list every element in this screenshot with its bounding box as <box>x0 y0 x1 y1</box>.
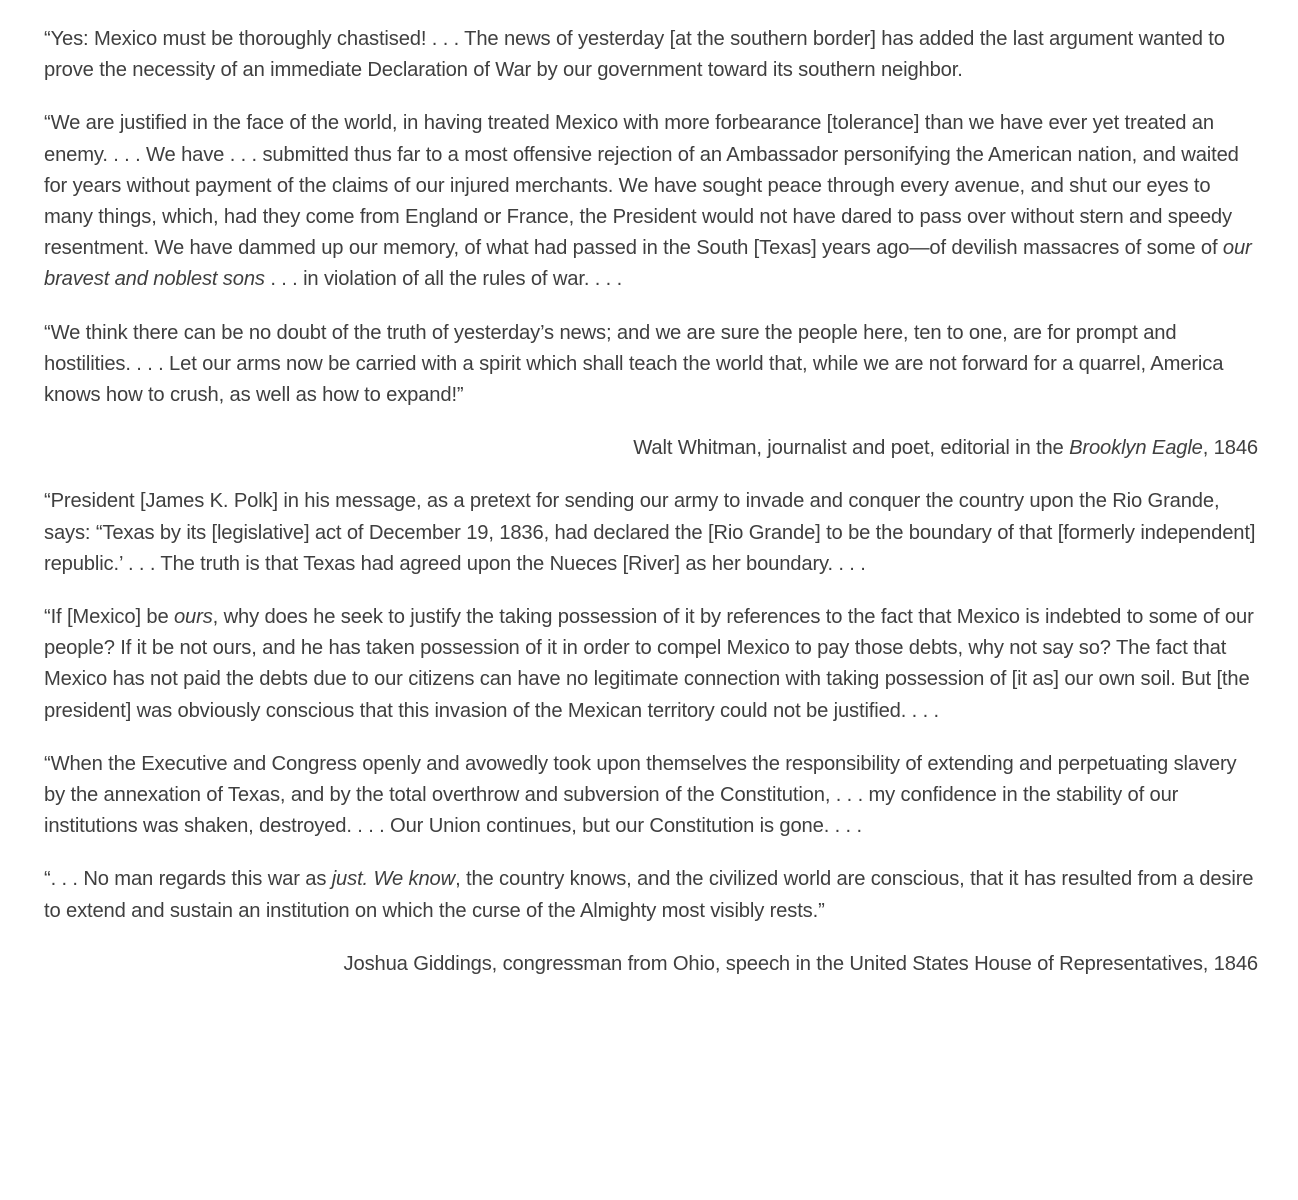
emphasis-text: just. We know <box>331 868 456 891</box>
attribution-whitman: Walt Whitman, journalist and poet, editorial in the Brooklyn Eagle, 1846 <box>633 437 1258 460</box>
source-whitman <box>44 24 1258 464</box>
attribution-giddings: Joshua Giddings, congressman from Ohio, speech in the United States House of Representatives, 1846 <box>343 952 1258 975</box>
quote-paragraph: “Yes: Mexico must be thoroughly chastised! . . . The news of yesterday [at the southern border] has added the last argument wanted to prove the necessity of an immediate Declaration of War by our government toward its southern neighbor. <box>44 28 1225 82</box>
quote-paragraph: “. . . No man regards this war as just. We know, the country knows, and the civilized world are conscious, that it has resulted from a desire to extend and sustain an institution on which the curse of the Almighty most visibly rests.” <box>44 868 1254 922</box>
quote-paragraph: “If [Mexico] be ours, why does he seek to justify the taking possession of it by references to the fact that Mexico is indebted to some of our people? If it be not ours, and he has taken possession of it in order to compel Mexico to pay those debts, why not say so? The fact that Mexico has not paid the debts due to our citizens can have no legitimate connection with taking possession of [it as] our own soil. But [the president] was obviously conscious that this invasion of the Mexican territory could not be justified. . . . <box>44 606 1254 722</box>
quote-paragraph: “We are justified in the face of the world, in having treated Mexico with more forbearance [tolerance] than we have ever yet treated an enemy. . . . We have . . . submitted thus far to a most offensive rejection of an Ambassador personifying the American nation, and waited for years without payment of the claims of our injured merchants. We have sought peace through every avenue, and shut our eyes to many things, which, had they come from England or France, the President would not have dared to pass over without stern and speedy resentment. We have dammed up our memory, of what had passed in the South [Texas] years ago—of devilish massacres of some of our bravest and noblest sons . . . in violation of all the rules of war. . . . <box>44 112 1252 291</box>
publication-title: Brooklyn Eagle <box>1069 437 1203 460</box>
source-giddings <box>44 486 1258 980</box>
emphasis-text: our bravest and noblest sons <box>44 237 1252 291</box>
quote-paragraph: “When the Executive and Congress openly and avowedly took upon themselves the responsibility of extending and perpetuating slavery by the annexation of Texas, and by the total overthrow and subversion of the Constitution, . . . my confidence in the stability of our institutions was shaken, destroyed. . . . Our Union continues, but our Constitution is gone. . . . <box>44 752 1237 838</box>
quote-paragraph: “We think there can be no doubt of the truth of yesterday’s news; and we are sure the people here, ten to one, are for prompt and hostilities. . . . Let our arms now be carried with a spirit which shall teach the world that, while we are not forward for a quarrel, America knows how to crush, as well as how to expand!” <box>44 321 1224 407</box>
emphasis-text: ours <box>173 606 213 629</box>
quote-paragraph: “President [James K. Polk] in his message, as a pretext for sending our army to invade and conquer the country upon the Rio Grande, says: “Texas by its [legislative] act of December 19, 1836, had declared the [Rio Grande] to be the boundary of that [formerly independent] republic.’ . . . The truth is that Texas had agreed upon the Nueces [River] as her boundary. . . . <box>44 490 1256 575</box>
